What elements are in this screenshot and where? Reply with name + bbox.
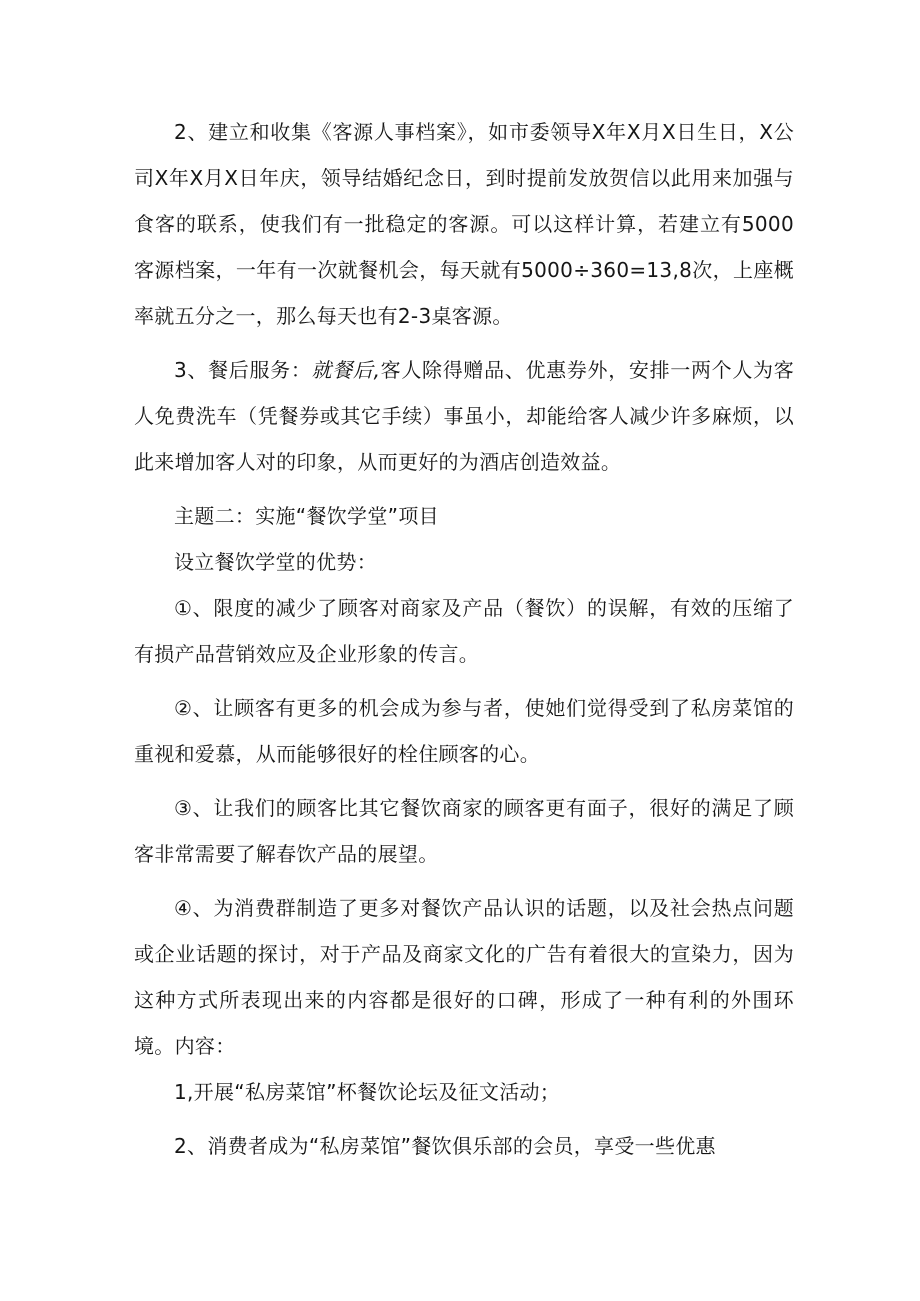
paragraph-advantage-3: ③、让我们的顾客比其它餐饮商家的顾客更有面子，很好的满足了顾客非常需要了解春饮产品的展望。 xyxy=(134,796,794,866)
after-meal-prefix: 3、餐后服务： xyxy=(174,358,312,382)
paragraph-advantage-2: ②、让顾客有更多的机会成为参与者，使她们觉得受到了私房菜馆的重视和爱慕，从而能够很好的栓住顾客的心。 xyxy=(134,696,794,766)
paragraph-after-meal-service xyxy=(134,347,794,485)
heading-advantages: 设立餐饮学堂的优势： xyxy=(174,550,377,574)
after-meal-italic-phrase: 就餐后, xyxy=(311,358,381,382)
paragraph-advantage-1: ①、限度的减少了顾客对商家及产品（餐饮）的误解，有效的压缩了有损产品营销效应及企业形象的传言。 xyxy=(134,596,794,666)
document-body xyxy=(134,109,794,1169)
paragraph-content-item-1: 1,开展“私房菜馆”杯餐饮论坛及征文活动； xyxy=(174,1080,561,1104)
paragraph-source-archive: 2、建立和收集《客源人事档案》，如市委领导X年X月X日生日，X公司X年X月X日年庆，领导结婚纪念日，到时提前发放贺信以此用来加强与食客的联系，使我们有一批稳定的客源。可以这样计算，若建立有5000客源档案，一年有一次就餐机会，每天就有5000÷360=13,8次，上座概率就五分之一，那么每天也有2-3桌客源。 xyxy=(134,120,794,328)
paragraph-advantage-4: ④、为消费群制造了更多对餐饮产品认识的话题，以及社会热点问题或企业话题的探讨，对于产品及商家文化的广告有着很大的宣染力，因为这种方式所表现出来的内容都是很好的口碑，形成了一种有利的外围环境。内容： xyxy=(134,896,794,1058)
paragraph-content-item-2: 2、消费者成为“私房菜馆”餐饮俱乐部的会员，享受一些优惠 xyxy=(174,1134,716,1158)
after-meal-text: 客人除得赠品、优惠券外，安排一两个人为客人免费洗车（凭餐券或其它手续）事虽小，却能给客人减少许多麻烦，以此来增加客人对的印象，从而更好的为酒店创造效益。 xyxy=(134,358,795,474)
heading-theme-two: 主题二：实施“餐饮学堂”项目 xyxy=(174,504,439,528)
